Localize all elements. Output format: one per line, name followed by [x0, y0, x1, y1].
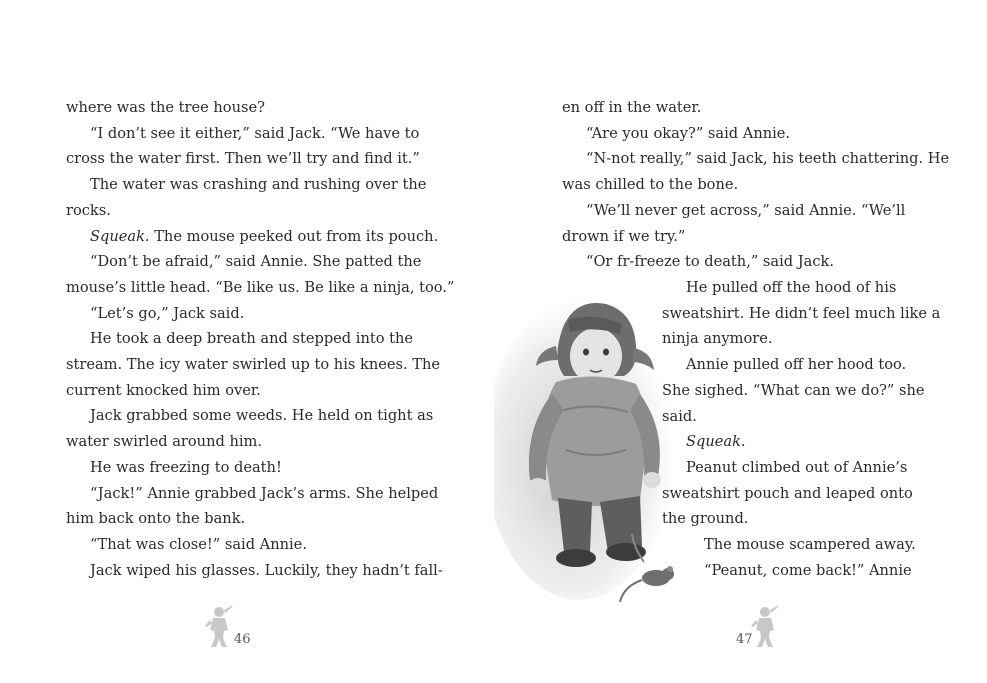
text-line: “Don’t be afraid,” said Annie. She patted the	[90, 253, 422, 271]
text-line: She sighed. “What can we do?” she	[662, 381, 925, 399]
text-line: drown if we try.”	[562, 227, 686, 245]
squeak-italic: Squeak.	[90, 227, 150, 245]
right-page-text-top	[562, 95, 950, 275]
text-line: “Peanut, come back!” Annie	[704, 561, 912, 579]
page-number: 47	[736, 632, 753, 647]
text-line: him back onto the bank.	[66, 510, 246, 528]
text-line: Jack grabbed some weeds. He held on tight as	[90, 407, 434, 425]
text-line: where was the tree house?	[66, 99, 265, 116]
annie-and-mouse-illustration	[494, 290, 689, 605]
text-line: rocks.	[66, 201, 111, 219]
text-line: Peanut climbed out of Annie’s	[686, 458, 908, 476]
text-line: He pulled off the hood of his	[686, 279, 897, 296]
text-line: “Or fr-freeze to death,” said Jack.	[586, 253, 834, 271]
text-line-squeak	[66, 224, 439, 250]
text-line: cross the water first. Then we’ll try and find it.”	[66, 150, 420, 168]
text-line: en off in the water.	[562, 99, 702, 116]
text-line: the ground.	[662, 510, 749, 528]
text-line: He took a deep breath and stepped into the	[90, 330, 414, 348]
text-line: “N-not really,” said Jack, his teeth chattering. He	[586, 150, 950, 168]
text-line: ninja anymore.	[662, 330, 773, 348]
text-line: Jack wiped his glasses. Luckily, they hadn’t fall-	[90, 561, 443, 579]
left-page-text	[66, 95, 455, 583]
text-line: “Are you okay?” said Annie.	[586, 124, 791, 142]
text-line: The mouse scampered away.	[704, 536, 916, 553]
text-line: Annie pulled off her hood too.	[686, 356, 907, 374]
page-number: 46	[234, 632, 251, 647]
text-line: The water was crashing and rushing over the	[90, 176, 427, 194]
right-page	[494, 0, 987, 683]
right-page-text-wrap-bottom	[704, 532, 922, 583]
text-line: “Jack!” Annie grabbed Jack’s arms. She helped	[90, 484, 439, 502]
text-line-rest: The mouse peeked out from its pouch.	[154, 227, 439, 245]
ninja-silhouette-icon	[204, 604, 234, 648]
text-line: He was freezing to death!	[90, 458, 282, 476]
text-line: mouse’s little head. “Be like us. Be like a ninja, too.”	[66, 278, 455, 296]
text-line: “We’ll never get across,” said Annie. “We’ll	[586, 201, 906, 219]
text-line: said.	[662, 407, 697, 425]
text-line: “That was close!” said Annie.	[90, 535, 307, 553]
right-page-text-wrap	[662, 275, 941, 532]
text-line: was chilled to the bone.	[562, 176, 739, 194]
text-line: “I don’t see it either,” said Jack. “We have to	[90, 124, 420, 142]
text-line: sweatshirt. He didn’t feel much like a	[662, 304, 941, 322]
text-line-squeak	[662, 429, 922, 455]
text-line: sweatshirt pouch and leaped onto	[662, 484, 913, 502]
text-line: water swirled around him.	[66, 433, 263, 451]
squeak-italic: Squeak.	[686, 433, 746, 451]
text-line: current knocked him over.	[66, 381, 261, 399]
text-line: stream. The icy water swirled up to his knees. The	[66, 356, 441, 374]
ninja-silhouette-icon	[750, 604, 780, 648]
text-line: “Let’s go,” Jack said.	[90, 304, 245, 322]
